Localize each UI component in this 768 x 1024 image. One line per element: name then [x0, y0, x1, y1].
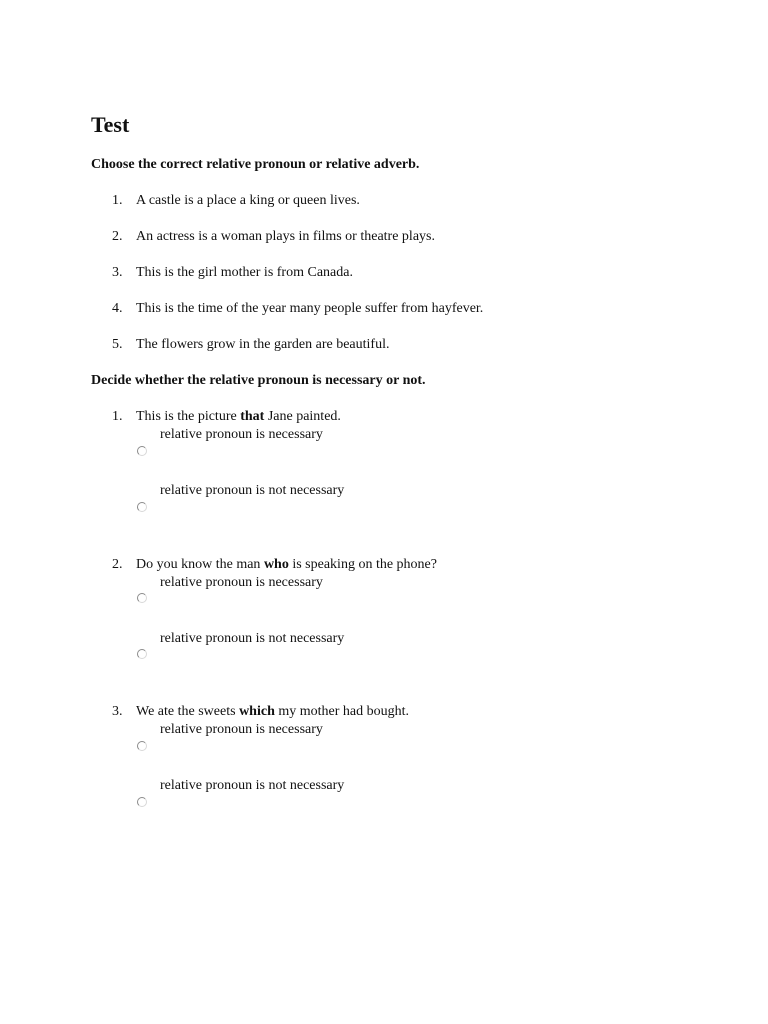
section1-item-2-number: 2. — [112, 229, 123, 244]
section1-item-4-number: 4. — [112, 301, 123, 316]
section2-item-3-text — [136, 703, 409, 721]
section1-item-3-text: This is the girl mother is from Canada. — [136, 265, 353, 280]
section1-item-3-number: 3. — [112, 265, 123, 280]
q2-necessary-radio[interactable] — [137, 593, 147, 603]
relative-pronoun: that — [240, 409, 265, 424]
sentence-end: is speaking on the phone? — [288, 557, 437, 572]
section2-item-2-number: 2. — [112, 557, 123, 572]
q3-not-necessary-radio[interactable] — [137, 797, 147, 807]
section2-item-1-text — [136, 408, 341, 426]
section1-item-1-text: A castle is a place a king or queen lives. — [136, 193, 360, 208]
section1-item-1-number: 1. — [112, 193, 123, 208]
q1-not-necessary-radio[interactable] — [137, 502, 147, 512]
option-not-necessary-label: relative pronoun is not necessary — [160, 778, 345, 793]
section1-instruction: Choose the correct relative pronoun or relative adverb. — [91, 157, 420, 172]
q1-necessary-radio[interactable] — [137, 446, 147, 456]
section2-item-1-number: 1. — [112, 409, 123, 424]
section1-item-5-text: The flowers grow in the garden are beautiful. — [136, 337, 390, 352]
section1-item-4-text: This is the time of the year many people suffer from hayfever. — [136, 301, 484, 316]
section2-item-2-text — [136, 556, 437, 574]
option-necessary-label: relative pronoun is necessary — [160, 722, 323, 737]
relative-pronoun: who — [263, 557, 289, 572]
q2-not-necessary-radio[interactable] — [137, 649, 147, 659]
page-title: Test — [91, 112, 130, 137]
section1-item-2-text: An actress is a woman plays in films or theatre plays. — [136, 229, 435, 244]
q3-necessary-radio[interactable] — [137, 741, 147, 751]
sentence-end: my mother had bought. — [274, 704, 410, 719]
relative-pronoun: which — [239, 704, 275, 719]
sentence-end: Jane painted. — [264, 409, 341, 424]
option-not-necessary-label: relative pronoun is not necessary — [160, 483, 345, 498]
sentence-start: We ate the sweets — [136, 704, 240, 719]
section1-item-5-number: 5. — [112, 337, 123, 352]
sentence-start: This is the picture — [136, 409, 241, 424]
section2-item-3-number: 3. — [112, 704, 123, 719]
option-necessary-label: relative pronoun is necessary — [160, 427, 323, 442]
option-not-necessary-label: relative pronoun is not necessary — [160, 631, 345, 646]
sentence-start: Do you know the man — [136, 557, 264, 572]
option-necessary-label: relative pronoun is necessary — [160, 575, 323, 590]
section2-instruction: Decide whether the relative pronoun is necessary or not. — [91, 373, 426, 388]
